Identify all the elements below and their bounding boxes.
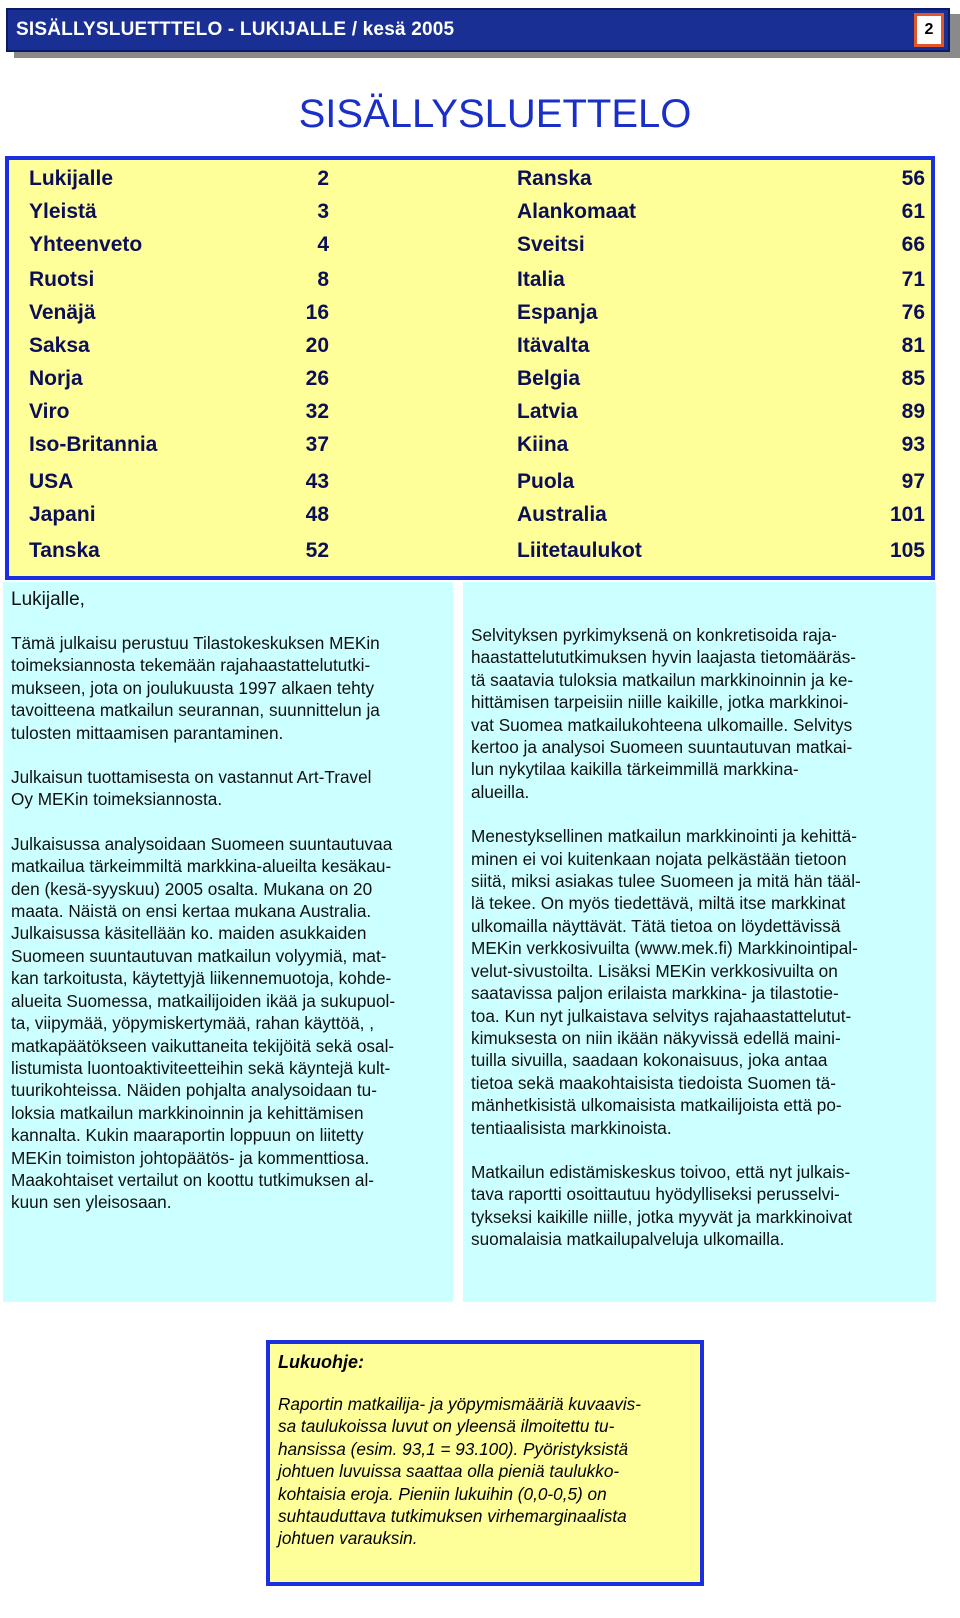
toc-entry[interactable] — [517, 467, 925, 497]
toc-entry-page: 2 — [317, 167, 329, 190]
toc-entry-page: 97 — [901, 470, 925, 493]
toc-entry[interactable] — [517, 265, 925, 295]
toc-entry-label: Yhteenveto — [29, 233, 143, 256]
toc-entry[interactable] — [29, 397, 329, 427]
toc-entry-label: Puola — [517, 470, 575, 493]
toc-entry-label: Espanja — [517, 301, 598, 324]
toc-entry-page: 8 — [317, 268, 329, 291]
toc-entry[interactable] — [517, 430, 925, 460]
intro-right-panel — [463, 582, 936, 1302]
toc-entry[interactable] — [29, 331, 329, 361]
toc-entry-label: Itävalta — [517, 334, 590, 357]
page-number: 2 — [914, 13, 944, 47]
toc-entry[interactable] — [517, 397, 925, 427]
toc-entry[interactable] — [517, 197, 925, 227]
toc-entry[interactable] — [29, 430, 329, 460]
toc-entry-label: Viro — [29, 400, 70, 423]
reading-guide-text: Raportin matkailija- ja yöpymismääriä kuvaavis- sa taulukoissa luvut on yleensä ilmoitettu tu- hansissa (esim. 93,1 = 93.100). Pyöristyksistä johtuen luvuissa saattaa olla pieniä taulukko- kohtaisia eroja. Pieniin lukuihin (0,0-0,5) on suhtauduttava tutkimuksen virhemarginaalista johtuen varauksin. — [278, 1394, 641, 1549]
toc-entry-label: Kiina — [517, 433, 569, 456]
toc-entry[interactable] — [517, 298, 925, 328]
body-paragraph: Selvityksen pyrkimyksenä on konkretisoida raja- haastattelututkimuksen hyvin laajasta tietomääräs- tä saatavia tuloksia matkailun markkinoinnin ja ke- hittämisen tarpeisiin niille kaikille, jotka markkinoi- vat Suomea matkailukohteena ulkomaille. Selvitys kertoo ja analysoi Suomeen suuntautuvan matkai- lun nykytilaa kaikilla tärkeimmillä markkina- alueilla. — [471, 625, 857, 802]
toc-entry-label: Ranska — [517, 167, 592, 190]
toc-entry-page: 85 — [901, 367, 925, 390]
toc-entry-page: 71 — [901, 268, 925, 291]
toc-entry[interactable] — [29, 467, 329, 497]
page-title: SISÄLLYSLUETTELO — [298, 92, 692, 136]
table-of-contents — [5, 156, 935, 580]
toc-entry[interactable] — [29, 364, 329, 394]
intro-left-panel — [3, 582, 453, 1302]
toc-entry-label: Iso-Britannia — [29, 433, 158, 456]
toc-entry-page: 81 — [901, 334, 925, 357]
toc-entry-page: 89 — [901, 400, 925, 423]
toc-entry-page: 37 — [305, 433, 329, 456]
toc-entry[interactable] — [517, 500, 925, 530]
toc-entry-label: Tanska — [29, 539, 100, 562]
toc-entry[interactable] — [29, 298, 329, 328]
toc-entry-label: Saksa — [29, 334, 90, 357]
toc-entry-label: USA — [29, 470, 74, 493]
toc-entry[interactable] — [29, 230, 329, 260]
toc-entry-page: 20 — [305, 334, 329, 357]
toc-entry[interactable] — [29, 164, 329, 194]
toc-entry[interactable] — [29, 197, 329, 227]
toc-entry[interactable] — [517, 164, 925, 194]
toc-entry-label: Yleistä — [29, 200, 97, 223]
toc-entry-label: Latvia — [517, 400, 578, 423]
toc-entry-label: Norja — [29, 367, 83, 390]
toc-entry[interactable] — [29, 536, 329, 566]
header-title: SISÄLLYSLUETTTELO - LUKIJALLE / kesä 2005 — [16, 19, 455, 40]
toc-entry-label: Australia — [517, 503, 607, 526]
reading-guide-box — [266, 1340, 704, 1586]
toc-entry-label: Sveitsi — [517, 233, 585, 256]
page-header — [6, 8, 950, 52]
toc-entry-label: Japani — [29, 503, 96, 526]
toc-entry-page: 26 — [305, 367, 329, 390]
toc-entry-label: Venäjä — [29, 301, 96, 324]
toc-entry[interactable] — [29, 265, 329, 295]
toc-entry-page: 61 — [901, 200, 925, 223]
toc-entry[interactable] — [517, 364, 925, 394]
body-paragraph: Julkaisun tuottamisesta on vastannut Art-Travel Oy MEKin toimeksiannosta. — [11, 767, 372, 810]
toc-entry-page: 43 — [305, 470, 329, 493]
toc-entry-label: Italia — [517, 268, 565, 291]
toc-entry-label: Belgia — [517, 367, 581, 390]
toc-entry[interactable] — [517, 536, 925, 566]
body-paragraph: Julkaisussa analysoidaan Suomeen suuntautuvaa matkailua tärkeimmiltä markkina-alueilta kesäkau- den (kesä-syyskuu) 2005 osalta. Mukana on 20 maata. Näistä on ensi kertaa mukana Australia. Julkaisussa käsitellään ko. maiden asukkaiden Suomeen suuntautuvan matkailun volyymiä, mat- kan tarkoitusta, käytettyjä liikennemuotoja, kohde- alueita Suomessa, matkailijoiden ikää ja sukupuol- ta, viipymää, yöpymiskertymää, rahan käyttöä, , matkapäätökseen vaikuttaneita tekijöitä sekä osal- listumista luontoaktiviteetteihin sekä käyntejä kult- tuurikohteissa. Näiden pohjalta analysoidaan tu- loksia matkailun markkinoinnin ja kehittämisen kannalta. Kukin maaraportin loppuun on liitetty MEKin toimiston johtopäätös- ja kommenttiosa. Maakohtaiset vertailut on koottu tutkimuksen al- kuun sen yleisosaan. — [11, 833, 396, 1213]
toc-entry-page: 48 — [305, 503, 329, 526]
toc-entry[interactable] — [517, 331, 925, 361]
toc-entry-page: 101 — [889, 503, 925, 526]
toc-entry[interactable] — [29, 500, 329, 530]
toc-entry-page: 16 — [305, 301, 329, 324]
toc-entry-page: 76 — [901, 301, 925, 324]
toc-entry-page: 3 — [317, 200, 329, 223]
toc-entry-label: Ruotsi — [29, 268, 95, 291]
greeting: Lukijalle, — [11, 589, 85, 610]
toc-entry-page: 56 — [901, 167, 925, 190]
toc-entry-label: Liitetaulukot — [517, 539, 642, 562]
toc-entry-page: 105 — [889, 539, 925, 562]
toc-entry-page: 32 — [305, 400, 329, 423]
toc-entry-page: 52 — [305, 539, 329, 562]
body-paragraph: Tämä julkaisu perustuu Tilastokeskuksen MEKin toimeksiannosta tekemään rajahaastattelututki- mukseen, jota on joulukuusta 1997 alkaen tehty tavoitteena matkailun seurannan, suunnittelun ja tulosten mittaamisen parantaminen. — [11, 633, 380, 743]
toc-entry-label: Lukijalle — [29, 167, 114, 190]
body-paragraph: Matkailun edistämiskeskus toivoo, että nyt julkais- tava raportti osoittautuu hyödylliseksi perusselvi- tykseksi kaikille niille, jotka myyvät ja markkinoivat suomalaisia matkailupalveluja ulkomailla. — [471, 1161, 853, 1250]
toc-entry-page: 93 — [901, 433, 925, 456]
body-paragraph: Menestyksellinen matkailun markkinointi ja kehittä- minen ei voi kuitenkaan nojata pelkästään tietoon siitä, miksi asiakas tulee Suomeen ja mitä hän tääl- lä tekee. On myös tiedettävä, miltä itse markkinat ulkomailla näyttävät. Tätä tietoa on löydettävissä MEKin verkkosivuilta (www.mek.fi) Markkinointipal- velut-sivustoilta. Lisäksi MEKin verkkosivuilta on saatavissa paljon erilaista markkina- ja tilastotie- toa. Kun nyt julkaistava selvitys rajahaastattelutut- kimuksesta on niin ikään näkyvissä edellä maini- tuilla sivuilla, saadaan kokonaisuus, joka antaa tietoa sekä maakohtaisista tiedoista Suomen tä- mänhetkisistä ulkomaisista matkailijoista että po- tentiaalisista markkinoista. — [471, 826, 861, 1138]
toc-entry[interactable] — [517, 230, 925, 260]
toc-entry-label: Alankomaat — [517, 200, 637, 223]
reading-guide-title: Lukuohje: — [278, 1352, 364, 1372]
toc-entry-page: 66 — [901, 233, 925, 256]
toc-entry-page: 4 — [317, 233, 329, 256]
